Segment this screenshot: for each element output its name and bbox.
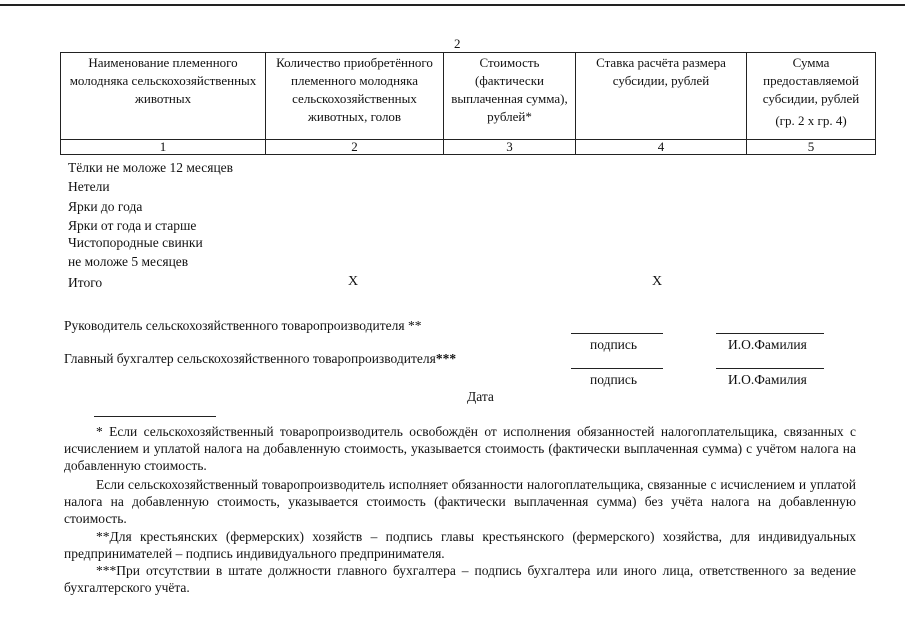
head-name-line — [716, 333, 824, 334]
total-x-col2: X — [348, 274, 359, 289]
row-heifers-pregnant: Нетели — [68, 179, 110, 194]
column-number-5: 5 — [747, 140, 876, 155]
footnote-1: * Если сельскохозяйственный товаропроизводитель освобождён от исполнения обязанностей налогоплательщика, связанных с исчислением и уплатой налога на добавленную стоимость, указывается стоимость (фактически выплаченная сумма) с учётом налога на добавленную стоимость. — [64, 424, 856, 473]
accountant-signature-line — [571, 368, 663, 369]
column-number-2: 2 — [266, 140, 444, 155]
head-signature-label: Руководитель сельскохозяйственного товаропроизводителя ** — [64, 318, 422, 333]
row-gilts-age-note: не моложе 5 месяцев — [68, 254, 189, 269]
footnote-4: ***При отсутствии в штате должности главного бухгалтера – подпись бухгалтера или иного лица, ответственного за ведение бухгалтерского учёта. — [64, 563, 856, 595]
header-quantity: Количество приобретённого племенного молодняка сельскохозяйственных животных, голов — [266, 53, 444, 140]
accountant-label-text: Главный бухгалтер сельскохозяйственного товаропроизводителя — [64, 351, 436, 366]
header-rate: Ставка расчёта размера субсидии, рублей — [576, 53, 747, 140]
head-signature-caption: подпись — [590, 337, 638, 352]
accountant-signature-caption: подпись — [590, 372, 638, 387]
column-number-1: 1 — [61, 140, 266, 155]
subsidy-table-header — [60, 52, 876, 155]
footnote-3: **Для крестьянских (фермерских) хозяйств – подпись главы крестьянского (фермерского) хозяйства, для индивидуальных предпринимателей – подпись индивидуального предпринимателя. — [64, 529, 856, 561]
date-label: Дата — [467, 389, 494, 404]
head-signature-line — [571, 333, 663, 334]
footnote-separator — [94, 416, 216, 417]
accountant-signature-label — [64, 351, 456, 367]
header-cost: Стоимость (фактически выплаченная сумма), рублей* — [444, 53, 576, 140]
row-heifers-12m: Тёлки не моложе 12 месяцев — [68, 160, 234, 175]
column-number-4: 4 — [576, 140, 747, 155]
row-total: Итого — [68, 275, 103, 290]
header-subsidy-formula: (гр. 2 х гр. 4) — [775, 113, 847, 128]
header-animal-name: Наименование племенного молодняка сельскохозяйственных животных — [61, 53, 266, 140]
header-subsidy-label: Сумма предоставляемой субсидии, рублей — [762, 55, 860, 106]
accountant-name-caption: И.О.Фамилия — [728, 372, 807, 387]
head-name-caption: И.О.Фамилия — [728, 337, 807, 352]
row-ewe-lambs-under-1y: Ярки до года — [68, 199, 143, 214]
page-number: 2 — [454, 36, 461, 51]
header-subsidy-amount — [747, 53, 876, 140]
page-top-border — [0, 4, 905, 6]
total-x-col4: X — [652, 274, 663, 289]
footnote-2: Если сельскохозяйственный товаропроизводитель исполняет обязанности налогоплательщика, связанные с исчислением и уплатой налога на добавленную стоимость, указывается стоимость (фактически выплаченная сумма) без учёта налога на добавленную стоимость. — [64, 477, 856, 526]
accountant-label-stars: *** — [435, 351, 457, 366]
column-number-3: 3 — [444, 140, 576, 155]
row-purebred-gilts: Чистопородные свинки — [68, 235, 203, 250]
accountant-name-line — [716, 368, 824, 369]
row-ewe-lambs-1y-plus: Ярки от года и старше — [68, 218, 197, 233]
